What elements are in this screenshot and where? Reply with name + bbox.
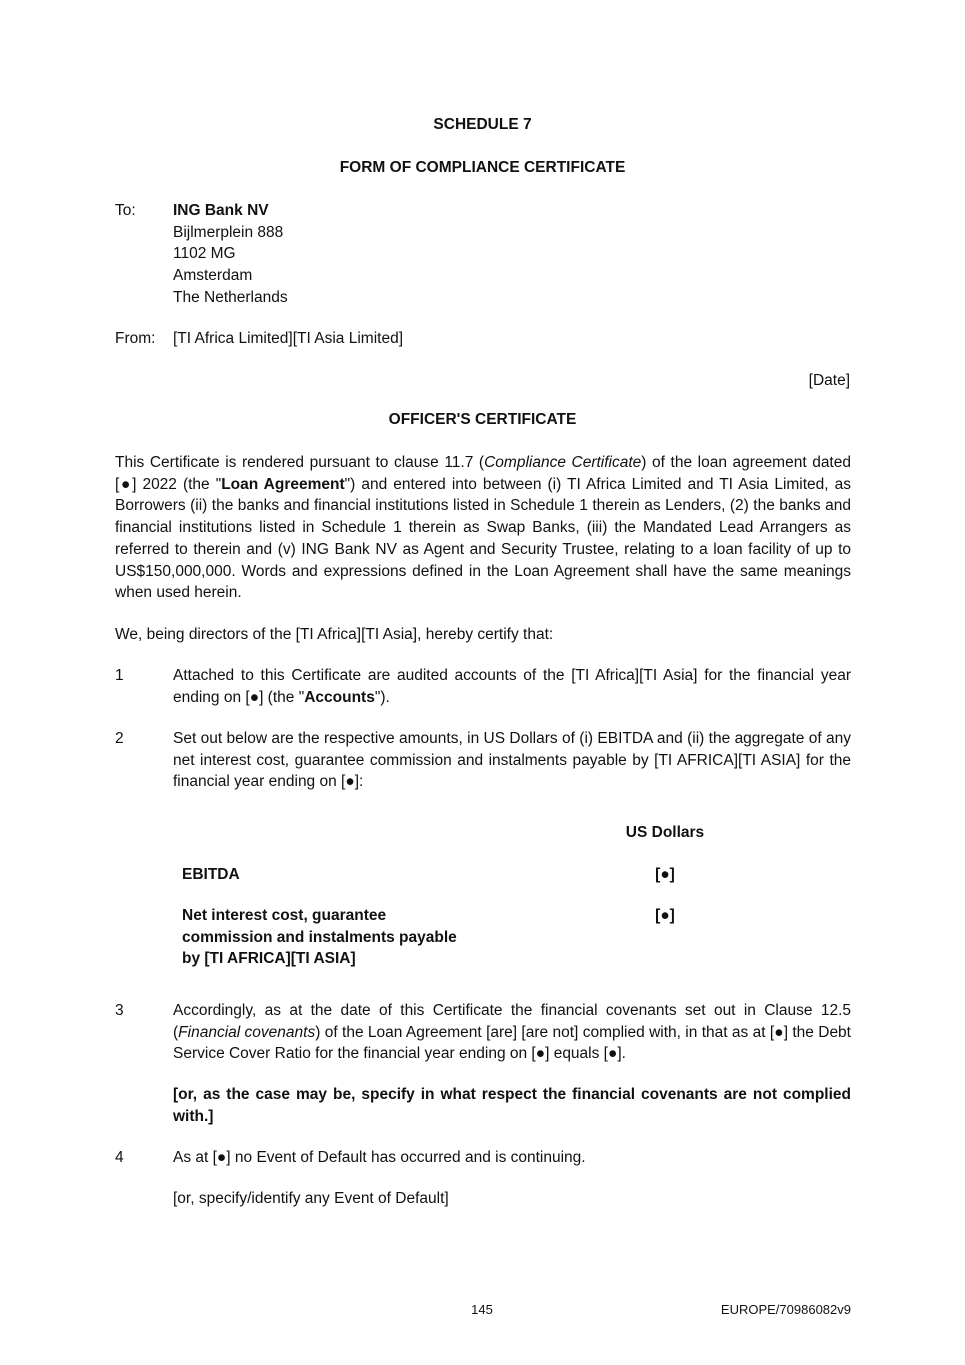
defined-term: Loan Agreement xyxy=(221,475,345,493)
currency-header: US Dollars xyxy=(625,824,705,841)
item-1-text: Attached to this Certificate are audited accounts of the [TI Africa][TI Asia] for the financial year ending on [●] (the "Accounts"). xyxy=(173,667,851,706)
certify-statement: We, being directors of the [TI Africa][TI Asia], hereby certify that: xyxy=(115,626,554,643)
to-label: To: xyxy=(115,202,136,219)
address-line: The Netherlands xyxy=(173,288,288,306)
document-reference: EUROPE/70986082v9 xyxy=(720,1302,851,1317)
date-placeholder: [Date] xyxy=(808,372,850,389)
recipient-name: ING Bank NV xyxy=(173,202,269,219)
table-row-value: [●] xyxy=(655,907,675,924)
from-label: From: xyxy=(115,330,156,347)
certificate-title: OFFICER'S CERTIFICATE xyxy=(388,411,577,428)
item-number: 1 xyxy=(115,667,124,684)
item-number: 2 xyxy=(115,730,124,747)
table-row-value: [●] xyxy=(655,866,675,883)
table-row-label: EBITDA xyxy=(182,866,240,883)
item-3-text: Accordingly, as at the date of this Certificate the financial covenants set out in Clause 12.5 (Financial covenants) of the Loan Agreement [are] [are not] complied with, in that as at [●] the Debt Service Cover Ratio for the financial year ending on [●] equals [●]. xyxy=(173,1002,851,1063)
address-line: Amsterdam xyxy=(173,267,253,285)
item-3-alternative: [or, as the case may be, specify in what respect the financial covenants are not complied with.] xyxy=(173,1086,851,1125)
item-2-text: Set out below are the respective amounts, in US Dollars of (i) EBITDA and (ii) the aggregate of any net interest cost, guarantee commission and instalments payable by [TI AFRICA][TI ASIA] for the financial year ending on [●]: xyxy=(173,730,851,791)
clause-reference: Compliance Certificate xyxy=(484,454,642,471)
clause-reference: Financial covenants xyxy=(178,1023,316,1041)
item-4-text: As at [●] no Event of Default has occurred and is continuing. xyxy=(173,1149,586,1166)
address-line: 1102 MG xyxy=(173,245,236,263)
item-number: 4 xyxy=(115,1149,124,1166)
table-row-label: Net interest cost, guarantee commission and instalments payable by [TI AFRICA][TI ASIA] xyxy=(182,907,457,968)
address-line: Bijlmerplein 888 xyxy=(173,223,284,241)
schedule-heading: SCHEDULE 7 xyxy=(433,116,532,133)
form-title: FORM OF COMPLIANCE CERTIFICATE xyxy=(339,159,626,176)
to-address-block xyxy=(173,200,288,309)
intro-paragraph: This Certificate is rendered pursuant to clause 11.7 (Compliance Certificate) of the loan agreement dated [●] 2022 (the "Loan Agreement") and entered into between (i) TI Africa Limited and TI Asia Limited, as Borrowers (ii) the banks and financial institutions listed in Schedule 1 therein as Lenders, (2) the banks and financial institutions listed in Schedule 1 therein as Swap Banks, (iii) the Mandated Lead Arrangers as referred to therein and (v) ING Bank NV as Agent and Security Trustee, relating to a loan facility of up to US$150,000,000. Words and expressions defined in the Loan Agreement shall have the same meanings when used herein. xyxy=(115,454,851,602)
item-4-alternative: [or, specify/identify any Event of Default] xyxy=(173,1190,449,1207)
item-number: 3 xyxy=(115,1002,124,1019)
from-value: [TI Africa Limited][TI Asia Limited] xyxy=(173,330,403,347)
defined-term: Accounts xyxy=(304,688,375,706)
page-number: 145 xyxy=(471,1302,493,1317)
